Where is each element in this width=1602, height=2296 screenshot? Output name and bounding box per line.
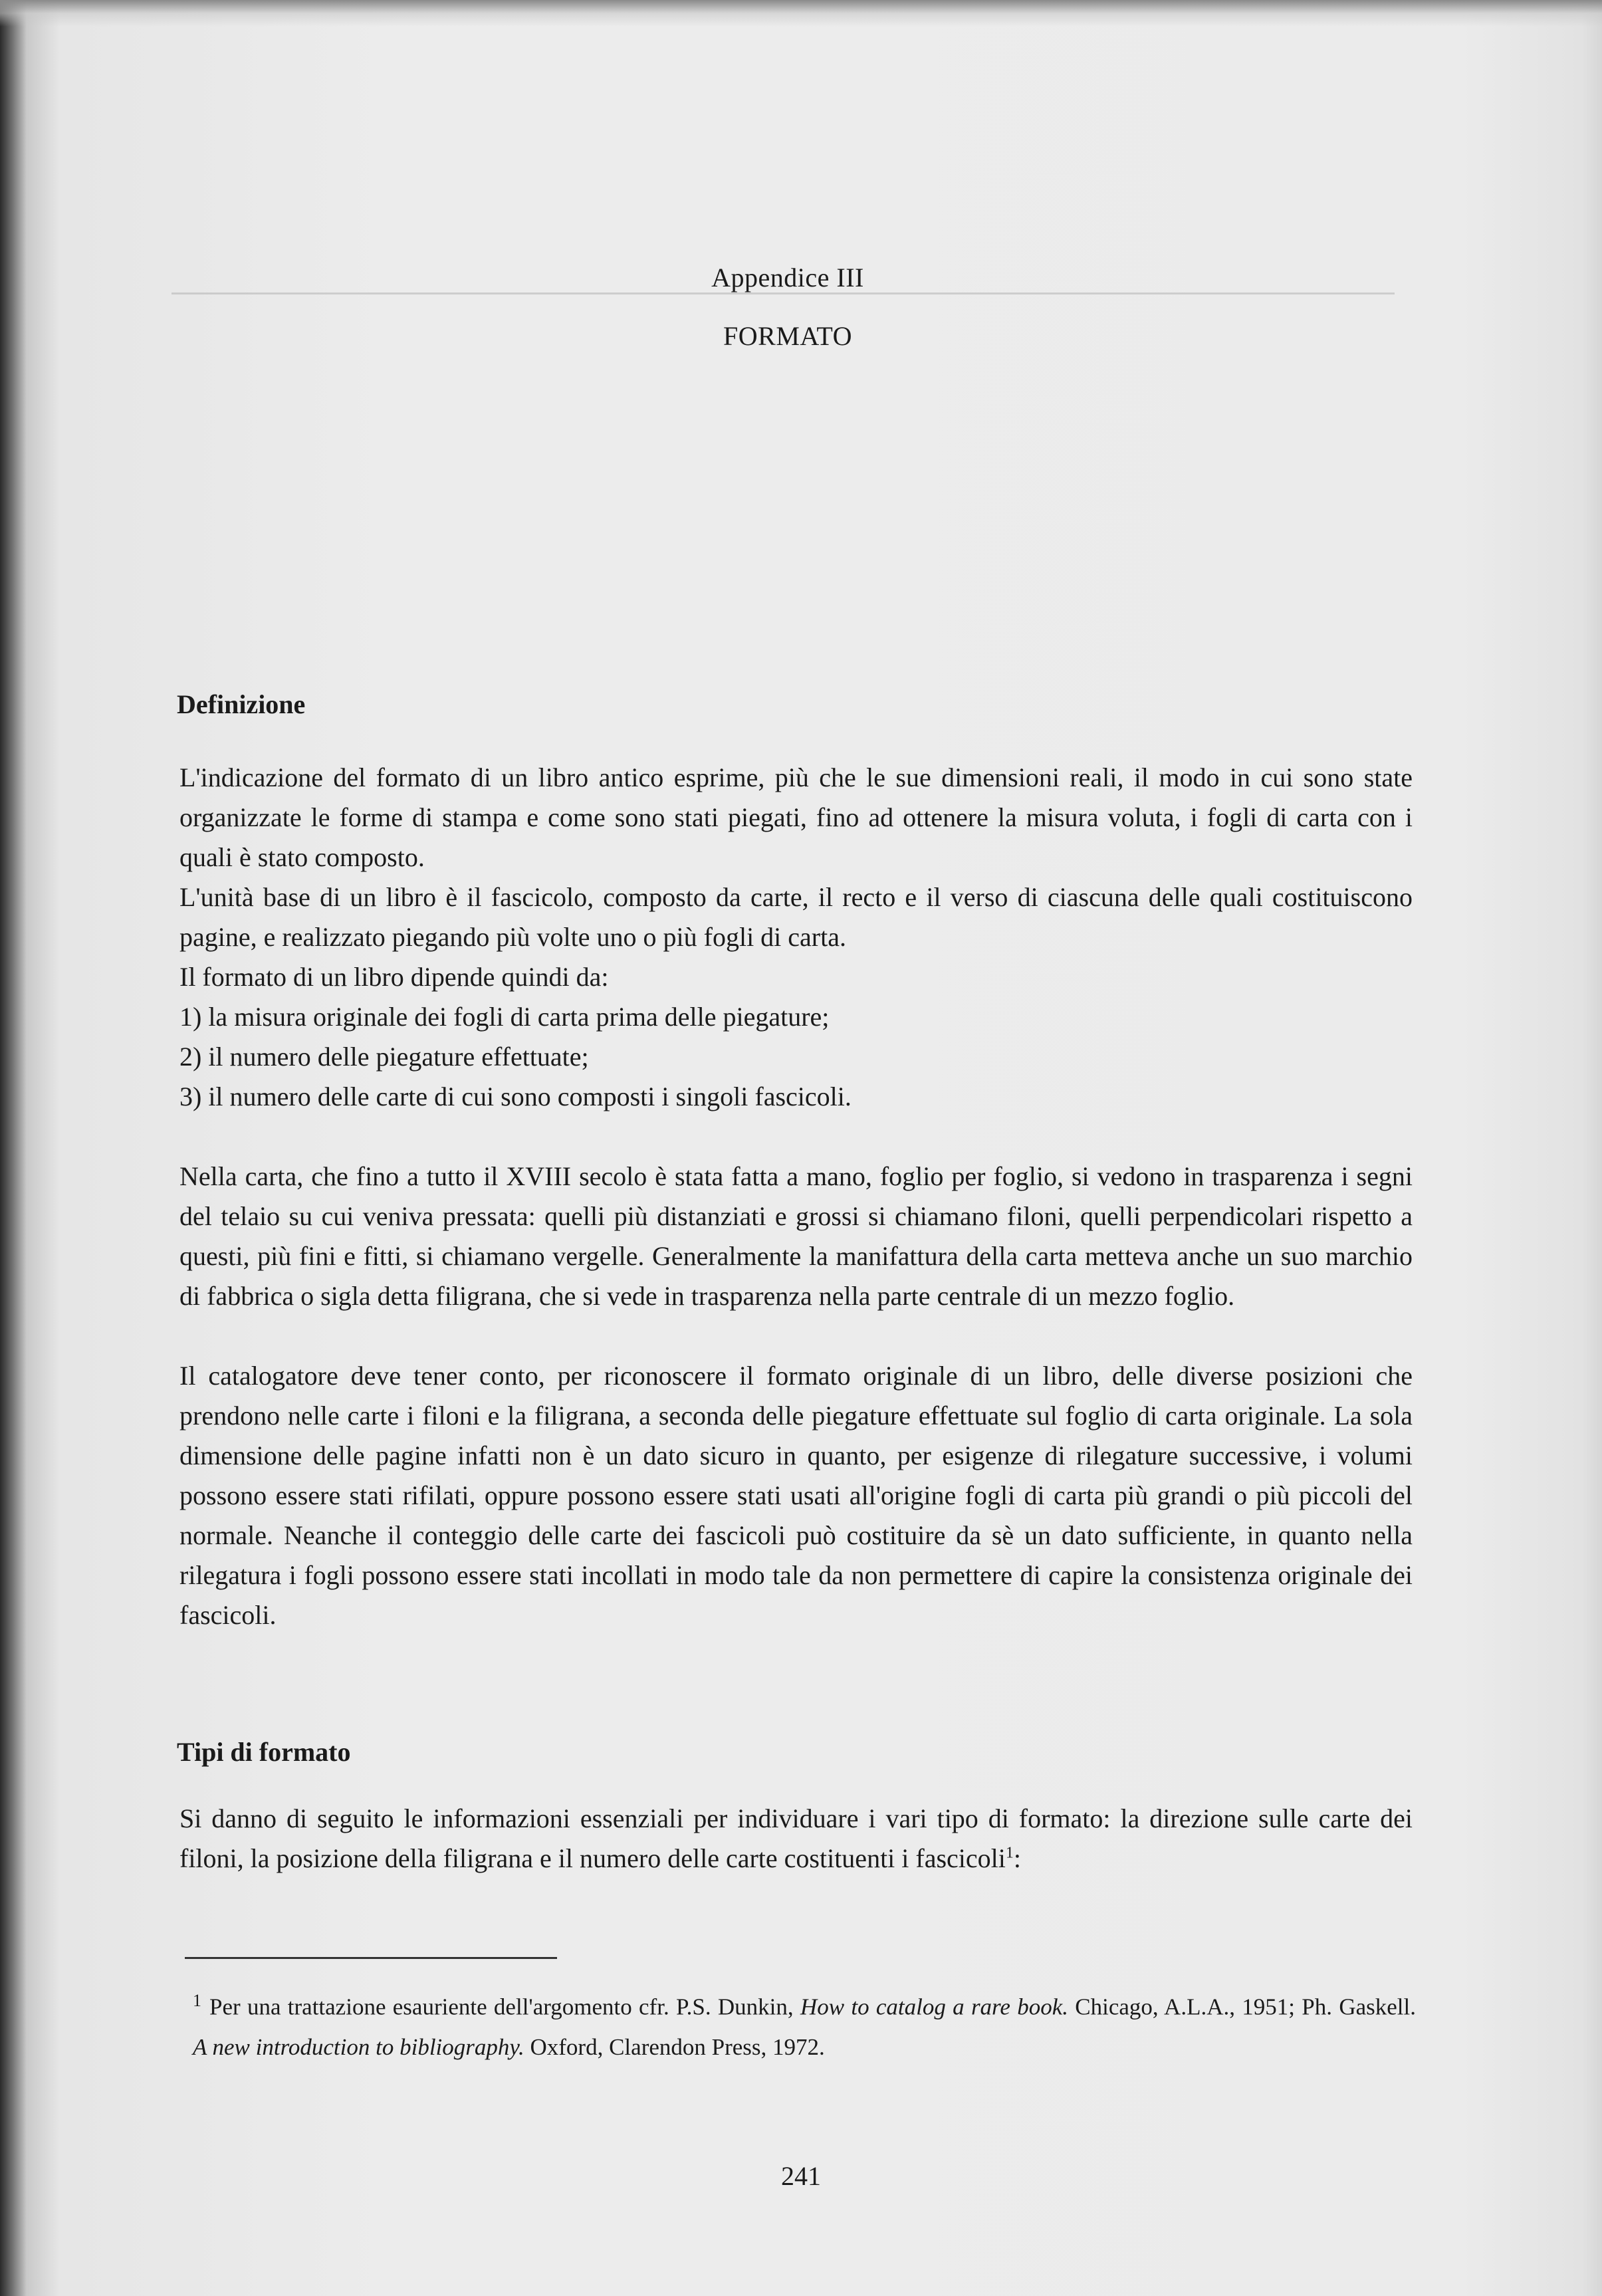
section-heading-definizione: Definizione (177, 689, 306, 719)
footnote-text-c: Oxford, Clarendon Press, 1972. (524, 2033, 825, 2060)
page-title: FORMATO (723, 321, 852, 351)
paragraph-definizione-1: L'indicazione del formato di un libro antico esprime, più che le sue dimensioni reali, il modo in cui sono state organizzate le forme di stampa e come sono stati piegati, fino ad ottenere la misura voluta, i fogli di carta con i quali è stato composto. (179, 762, 1413, 872)
page-edge-shadow (0, 0, 1602, 27)
paragraph-tipi-text: Si danno di seguito le informazioni essenziali per individuare i vari tipo di formato: la direzione sulle carte dei filoni, la posizione della filigrana e il numero delle carte costituenti i fascicoli (179, 1803, 1413, 1873)
footnote-divider (185, 1957, 557, 1959)
list-item: 1) la misura originale dei fogli di carta prima delle piegature; (179, 1002, 830, 1032)
page-number: 241 (781, 2161, 821, 2191)
list-item: 2) il numero delle piegature effettuate; (179, 1042, 589, 1072)
footnote (193, 1981, 1416, 2067)
list-item: 3) il numero delle carte di cui sono composti i singoli fascicoli. (179, 1082, 852, 1111)
appendix-label: Appendice III (711, 263, 864, 292)
paragraph-definizione-3: Il formato di un libro dipende quindi da: (179, 962, 609, 992)
section-heading-tipi: Tipi di formato (177, 1737, 351, 1767)
footnote-mark: 1 (193, 1991, 201, 2010)
paragraph-definizione-4: Nella carta, che fino a tutto il XVIII secolo è stata fatta a mano, foglio per foglio, si vedono in trasparenza i segni del telaio su cui veniva pressata: quelli più distanziati e grossi si chiamano filoni, quelli perpendicolari rispetto a questi, più fini e fitti, si chiamano vergelle. Generalmente la manifattura della carta metteva anche un suo marchio di fabbrica o sigla detta filigrana, che si vede in trasparenza nella parte centrale di un mezzo foglio. (179, 1161, 1413, 1311)
footnote-text-a: Per una trattazione esauriente dell'argomento cfr. P.S. Dunkin, (209, 1994, 800, 2020)
footnote-text-b: Chicago, A.L.A., 1951; Ph. Gaskell. (1068, 1994, 1416, 2020)
paragraph-tipi-1 (179, 1799, 1413, 1879)
paragraph-tipi-end: : (1013, 1843, 1022, 1873)
footnote-reference[interactable]: 1 (1005, 1844, 1014, 1862)
footnote-title-gaskell: A new introduction to bibliography. (193, 2033, 524, 2060)
paragraph-definizione-2: L'unità base di un libro è il fascicolo, composto da carte, il recto e il verso di ciascuna delle quali costituiscono pagine, e realizzato piegando più volte uno o più fogli di carta. (179, 882, 1413, 952)
footnote-title-dunkin: How to catalog a rare book. (800, 1994, 1068, 2020)
format-factors-list (179, 997, 852, 1117)
paragraph-definizione-5: Il catalogatore deve tener conto, per riconoscere il formato originale di un libro, delle diverse posizioni che prendono nelle carte i filoni e la filigrana, a seconda delle piegature effettuate sul foglio di carta originale. La sola dimensione delle pagine infatti non è un dato sicuro in quanto, per esigenze di rilegature successive, i volumi possono essere stati rifilati, oppure possono essere stati usati all'origine fogli di carta più grandi o più piccoli del normale. Neanche il conteggio delle carte dei fascicoli può costituire da sè un dato sufficiente, in quanto nella rilegatura i fogli possono essere stati incollati in modo tale da non permettere di capire la consistenza originale dei fascicoli. (179, 1361, 1413, 1630)
